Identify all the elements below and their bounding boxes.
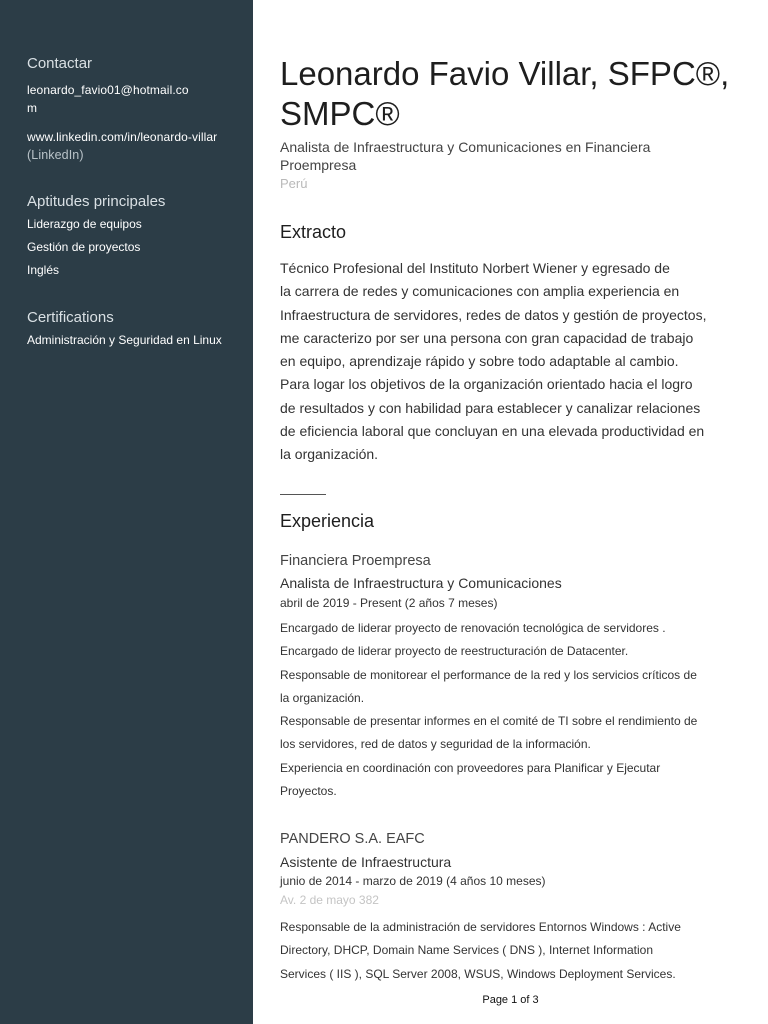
contact-section [27,55,247,164]
job-description-line: Services ( IIS ), SQL Server 2008, WSUS, Windows Deployment Services. [280,966,676,981]
summary-line: de eficiencia laboral que concluyan en una elevada productividad en [280,423,705,440]
skills-section [27,193,247,282]
linkedin-label: (LinkedIn) [27,148,84,162]
skill-item: Liderazgo de equipos [27,217,142,231]
job-description-line: Encargado de liderar proyecto de renovación tecnológica de servidores . [280,621,666,635]
job-description-line: Proyectos. [280,784,337,799]
page-footer [0,994,768,1006]
certifications-section [27,309,247,352]
summary-text [280,257,742,467]
job-role: Asistente de Infraestructura [280,854,452,870]
job-description-line: Responsable de la administración de servidores Entornos Windows : Active [280,920,681,934]
job-description-line: los servidores, red de datos y seguridad de la información. [280,737,591,752]
job-description-line: Responsable de monitorear el performance de la red y los servicios críticos de [280,667,697,682]
experience-heading: Experiencia [280,511,375,531]
job-description-line: la organización. [280,690,365,705]
profile-name-line-2: SMPC® [280,95,400,132]
certifications-heading: Certifications [27,309,114,326]
job-description [280,617,742,803]
job-dates: junio de 2014 - marzo de 2019 (4 años 10 meses) [280,874,546,888]
email-line-1: leonardo_favio01@hotmail.co [27,83,189,97]
sidebar [0,0,253,1024]
skills-heading: Aptitudes principales [27,193,166,210]
summary-line: Para logar los objetivos de la organización orientado hacia el logro [280,376,693,393]
summary-heading: Extracto [280,222,347,242]
page-number: Page 1 of 3 [482,994,539,1006]
profile-headline [280,138,740,174]
profile-location: Perú [280,176,308,191]
summary-line: en equipo, aprendizaje rápido y sobre todo adaptable al cambio. [280,353,679,370]
summary-line: la carrera de redes y comunicaciones con amplia experiencia en [280,283,680,300]
job-description-line: Experiencia en coordinación con proveedores para Planificar y Ejecutar [280,760,661,775]
certification-item: Administración y Seguridad en Linux [27,333,222,347]
profile-name [280,54,740,134]
skill-item: Inglés [27,263,60,277]
contact-heading: Contactar [27,55,93,72]
job-description-line: Directory, DHCP, Domain Name Services ( DNS ), Internet Information [280,943,654,958]
job-role: Analista de Infraestructura y Comunicaciones [280,575,562,591]
email-link[interactable] [27,81,247,117]
summary-line: la organización. [280,446,379,463]
skill-item: Gestión de proyectos [27,240,141,254]
job-description-line: Encargado de liderar proyecto de reestructuración de Datacenter. [280,644,629,659]
job-description-line: Responsable de presentar informes en el comité de TI sobre el rendimiento de [280,714,698,729]
headline-line-1: Analista de Infraestructura y Comunicaciones en Financiera [280,139,651,155]
summary-line: Técnico Profesional del Instituto Norbert Wiener y egresado de [280,260,670,276]
profile-name-line-1: Leonardo Favio Villar, SFPC®, [280,55,730,92]
job-company: Financiera Proempresa [280,553,431,569]
section-divider [280,494,326,495]
job-company: PANDERO S.A. EAFC [280,831,425,847]
summary-line: Infraestructura de servidores, redes de datos y gestión de proyectos, [280,306,707,323]
job-dates: abril de 2019 - Present (2 años 7 meses) [280,596,498,610]
job-address: Av. 2 de mayo 382 [280,893,379,907]
headline-line-2: Proempresa [280,157,357,173]
summary-line: de resultados y con habilidad para establecer y canalizar relaciones [280,399,701,416]
summary-line: me caracterizo por ser una persona con gran capacidad de trabajo [280,329,694,346]
job-description [280,916,742,986]
linkedin-url[interactable]: www.linkedin.com/in/leonardo-villar [27,130,218,144]
email-line-2: m [27,101,38,115]
